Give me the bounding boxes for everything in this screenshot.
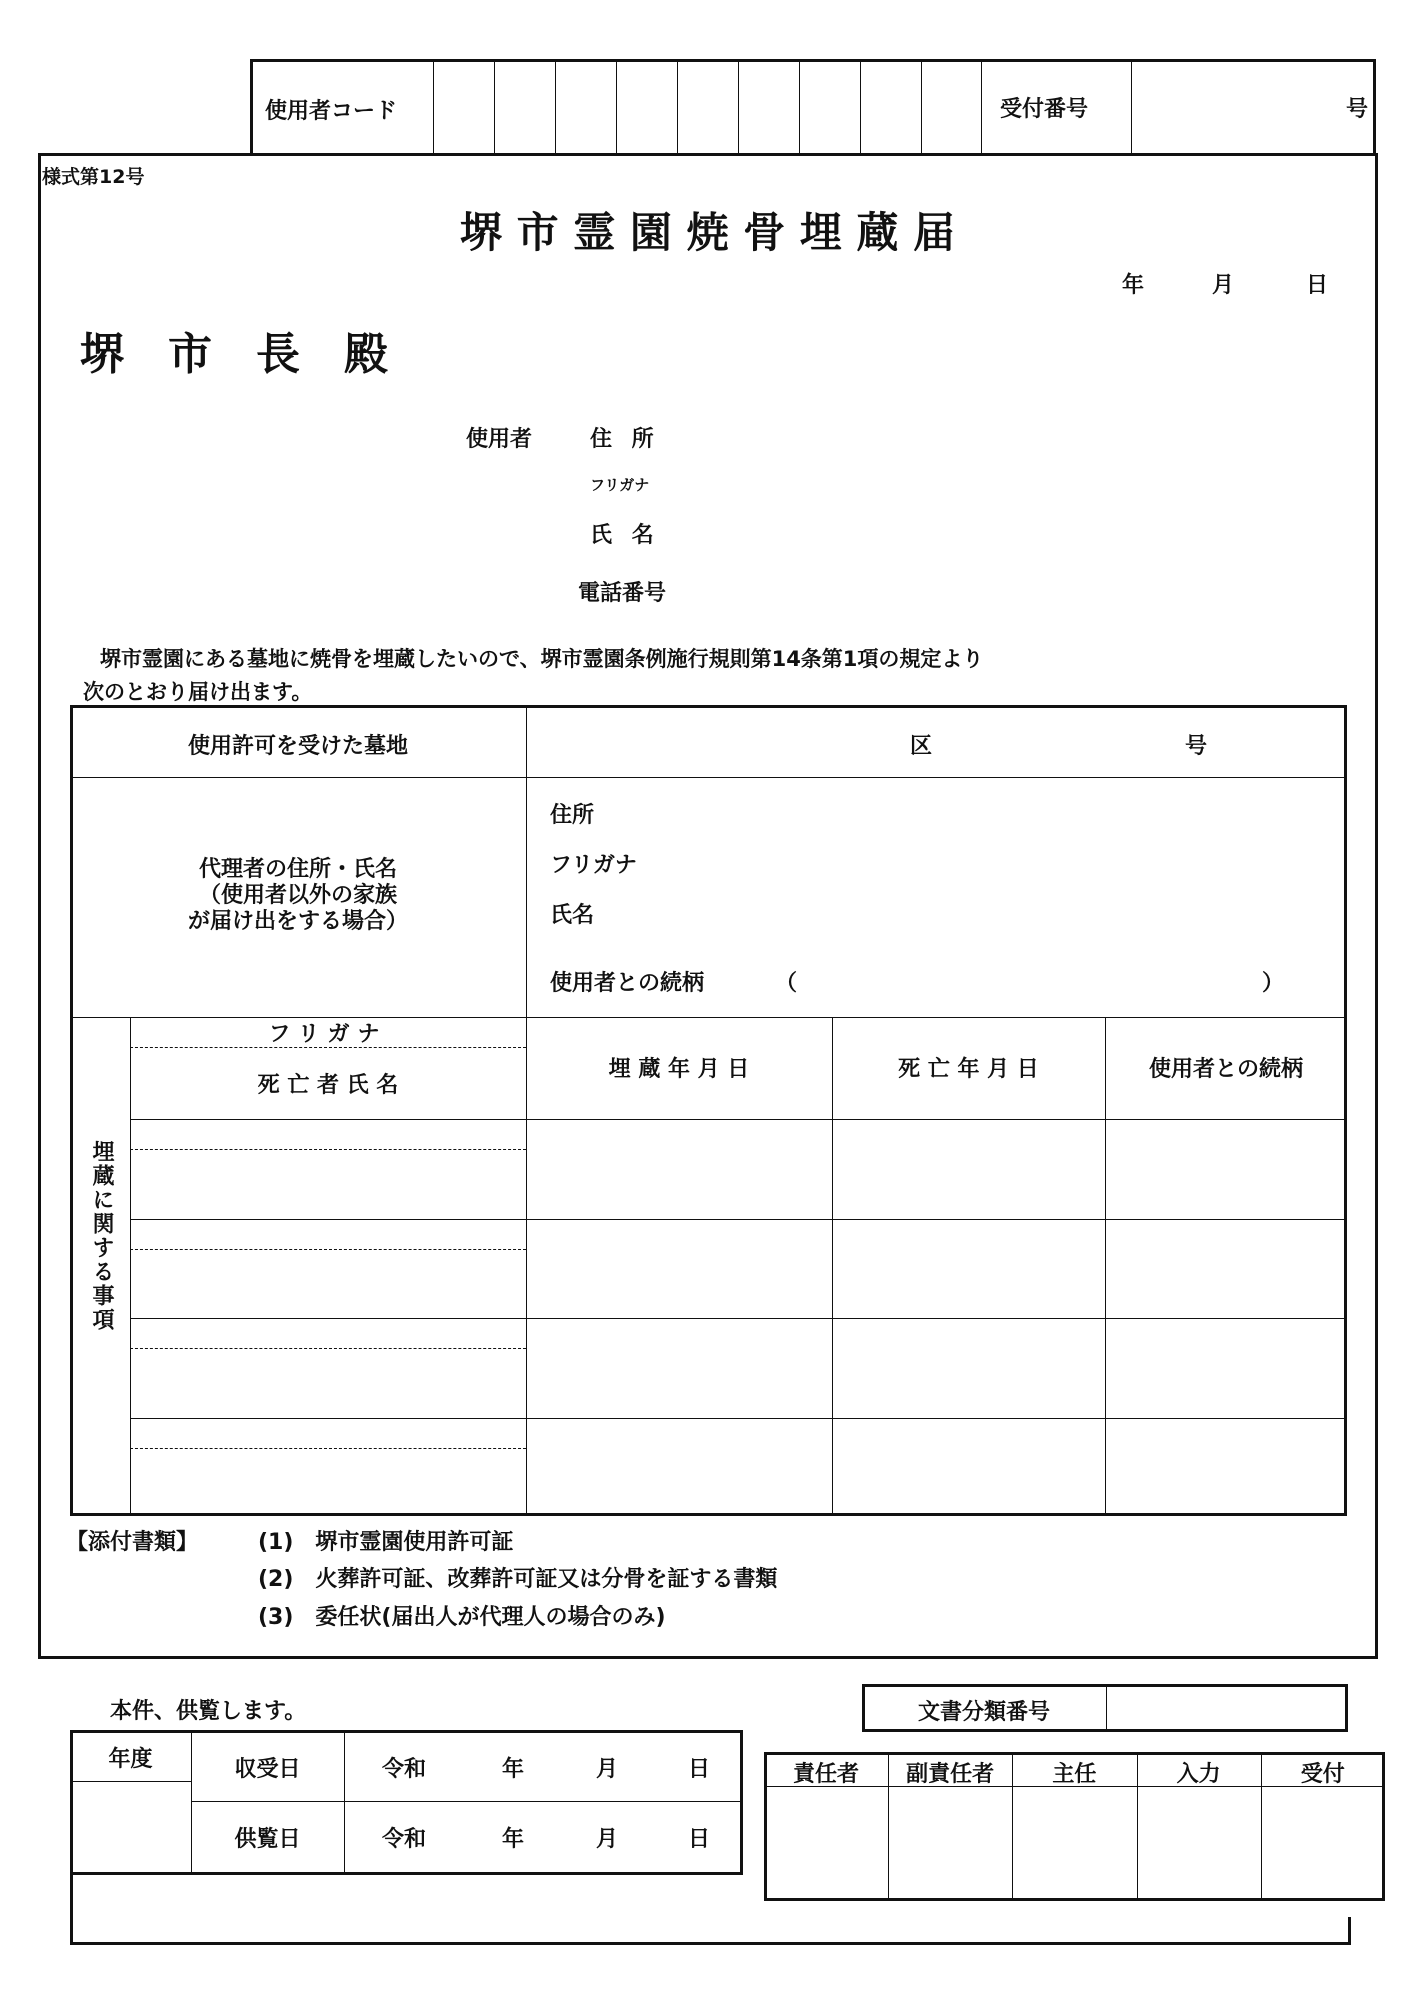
inspection-era: 令和 bbox=[382, 1827, 427, 1852]
agent-relation-label: 使用者との続柄 bbox=[550, 971, 705, 996]
burial-table bbox=[70, 705, 1347, 1516]
inspection-date-label: 供覧日 bbox=[234, 1827, 301, 1852]
received-month: 月 bbox=[596, 1757, 619, 1782]
attachment-item-2: (2) 火葬許可証、改葬許可証又は分骨を証する書類 bbox=[258, 1567, 778, 1592]
agent-furigana-label: フリガナ bbox=[550, 853, 637, 878]
receipt-number-label: 受付番号 bbox=[1000, 97, 1089, 122]
fiscal-year-label: 年度 bbox=[108, 1747, 153, 1772]
header-deceased-name: 死 亡 者 氏 名 bbox=[257, 1073, 399, 1098]
inspection-day: 日 bbox=[688, 1827, 711, 1852]
applicant-name-label: 氏 名 bbox=[590, 523, 660, 548]
statement-line-1: 堺市霊園にある墓地に焼骨を埋蔵したいので、堺市霊園条例施行規則第14条第1項の規定より bbox=[100, 647, 984, 671]
attachments-label: 【添付書類】 bbox=[66, 1530, 199, 1555]
date-month: 月 bbox=[1212, 273, 1235, 298]
code-digit-divider bbox=[738, 59, 739, 156]
section-label: 埋蔵に関する事項 bbox=[89, 1140, 114, 1332]
code-digit-divider bbox=[616, 59, 617, 156]
applicant-address-label: 住 所 bbox=[590, 427, 660, 452]
attachment-item-3: (3) 委任状(届出人が代理人の場合のみ) bbox=[258, 1605, 666, 1630]
form-number: 様式第12号 bbox=[42, 166, 145, 188]
furigana-divider bbox=[130, 1249, 526, 1250]
approval-header: 副責任者 bbox=[906, 1762, 995, 1787]
date-year: 年 bbox=[1122, 273, 1145, 298]
grave-label: 使用許可を受けた墓地 bbox=[187, 734, 408, 759]
user-code-label: 使用者コード bbox=[265, 99, 398, 124]
agent-label-1: 代理者の住所・氏名 bbox=[198, 857, 397, 882]
applicant-label: 使用者 bbox=[466, 427, 533, 452]
date-day: 日 bbox=[1306, 273, 1329, 298]
attachment-item-1: (1) 堺市霊園使用許可証 bbox=[258, 1530, 514, 1555]
received-day: 日 bbox=[688, 1757, 711, 1782]
approval-header: 受付 bbox=[1300, 1762, 1345, 1787]
code-digit-divider bbox=[555, 59, 556, 156]
approval-header: 入力 bbox=[1176, 1762, 1221, 1787]
code-digit-divider bbox=[799, 59, 800, 156]
agent-label-2: （使用者以外の家族 bbox=[198, 883, 397, 908]
table-row bbox=[130, 1418, 1347, 1419]
received-date-label: 収受日 bbox=[234, 1757, 301, 1782]
agent-label-3: が届け出をする場合） bbox=[187, 909, 408, 934]
addressee: 堺 市 長 殿 bbox=[80, 329, 388, 380]
furigana-divider bbox=[130, 1348, 526, 1349]
inspection-month: 月 bbox=[596, 1827, 619, 1852]
code-digit-divider bbox=[921, 59, 922, 156]
header-burial-date: 埋 蔵 年 月 日 bbox=[608, 1057, 750, 1082]
table-row bbox=[130, 1219, 1347, 1220]
header-death-date: 死 亡 年 月 日 bbox=[898, 1057, 1039, 1082]
table-row bbox=[130, 1119, 1347, 1120]
applicant-phone-label: 電話番号 bbox=[578, 581, 667, 606]
code-digit-divider bbox=[860, 59, 861, 156]
approval-header: 主任 bbox=[1052, 1762, 1097, 1787]
doc-class-label: 文書分類番号 bbox=[917, 1700, 1050, 1725]
agent-address-label: 住所 bbox=[550, 803, 595, 828]
code-digit-divider bbox=[494, 59, 495, 156]
inspection-year: 年 bbox=[502, 1827, 525, 1852]
close-paren: ） bbox=[1262, 971, 1285, 996]
table-row bbox=[130, 1318, 1347, 1319]
number-suffix: 号 bbox=[1346, 97, 1369, 122]
page-title: 堺 市 霊 園 焼 骨 埋 蔵 届 bbox=[460, 208, 955, 257]
header-furigana: フリガナ bbox=[268, 1022, 388, 1047]
code-digit-divider bbox=[677, 59, 678, 156]
applicant-furigana-label: フリガナ bbox=[590, 476, 650, 494]
furigana-divider bbox=[130, 1149, 526, 1150]
user-code-box bbox=[250, 59, 1376, 156]
received-era: 令和 bbox=[382, 1757, 427, 1782]
received-year: 年 bbox=[502, 1757, 525, 1782]
header-relation: 使用者との続柄 bbox=[1148, 1057, 1303, 1082]
inspection-note: 本件、供覧します。 bbox=[110, 1699, 307, 1724]
statement-line-2: 次のとおり届け出ます。 bbox=[83, 680, 313, 704]
ward-label: 区 bbox=[910, 734, 933, 759]
open-paren: （ bbox=[775, 971, 798, 996]
furigana-divider bbox=[130, 1448, 526, 1449]
agent-name-label: 氏名 bbox=[550, 903, 595, 928]
approval-header: 責任者 bbox=[792, 1762, 859, 1787]
number-label: 号 bbox=[1185, 734, 1208, 759]
